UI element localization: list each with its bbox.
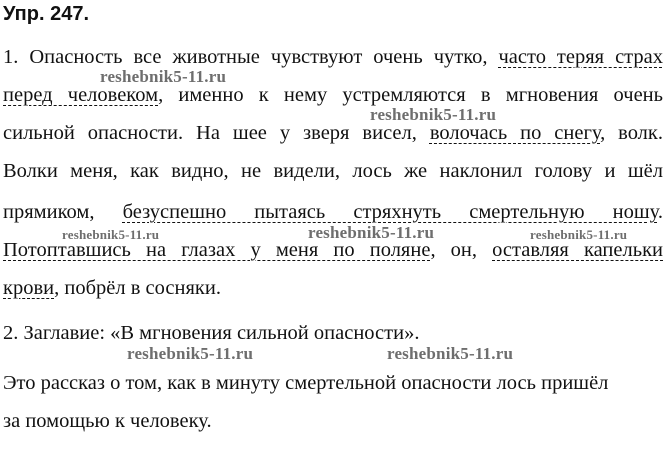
watermark: reshebnik5-11.ru	[370, 105, 497, 124]
text-span: Волки меня, как видно, не видели, лось же наклонил голову и шёл	[3, 160, 663, 182]
text-line-9: Это рассказ о том, как в минуту смертельной опасности лось пришёл	[3, 372, 609, 394]
text-line-8: 2. Заглавие: «В мгновения сильной опасности».	[3, 322, 420, 344]
text-span: 1. Опасность все животные чувствуют очень чутко,	[3, 46, 499, 68]
underlined-phrase: волочась по снегу	[429, 122, 601, 144]
text-line-5	[3, 201, 663, 224]
text-span: .	[657, 201, 663, 223]
watermark: reshebnik5-11.ru	[387, 344, 514, 363]
text-line-7	[3, 277, 663, 300]
text-span: , волк.	[600, 122, 663, 144]
text-line-10: за помощью к человеку.	[3, 410, 212, 432]
watermark: reshebnik5-11.ru	[308, 223, 435, 242]
text-span: , он,	[430, 239, 493, 261]
text-span: , именно к нему устремляются в мгновения очень	[158, 84, 663, 106]
underlined-phrase: безуспешно пытаясь стряхнуть смертельную ношу	[122, 201, 658, 223]
text-line-1	[3, 46, 663, 69]
text-line-4	[3, 160, 663, 183]
underlined-phrase: оставляя капельки	[492, 239, 663, 261]
watermark: reshebnik5-11.ru	[62, 227, 160, 242]
text-span: , побрёл в сосняки.	[54, 277, 221, 299]
exercise-title: Упр. 247.	[3, 3, 90, 25]
watermark: reshebnik5-11.ru	[530, 227, 628, 242]
watermark: reshebnik5-11.ru	[100, 67, 227, 86]
underlined-phrase: часто теряя страх	[498, 46, 663, 68]
text-span: сильной опасности. На шее у зверя висел,	[3, 122, 430, 144]
underlined-phrase: крови	[3, 277, 55, 299]
text-line-3	[3, 122, 663, 145]
text-span: прямиком,	[3, 201, 123, 223]
underlined-phrase: перед человеком	[3, 84, 159, 106]
watermark: reshebnik5-11.ru	[127, 344, 254, 363]
underlined-phrase: Потоптавшись на глазах у меня по поляне	[3, 239, 431, 261]
text-line-2	[3, 84, 663, 107]
